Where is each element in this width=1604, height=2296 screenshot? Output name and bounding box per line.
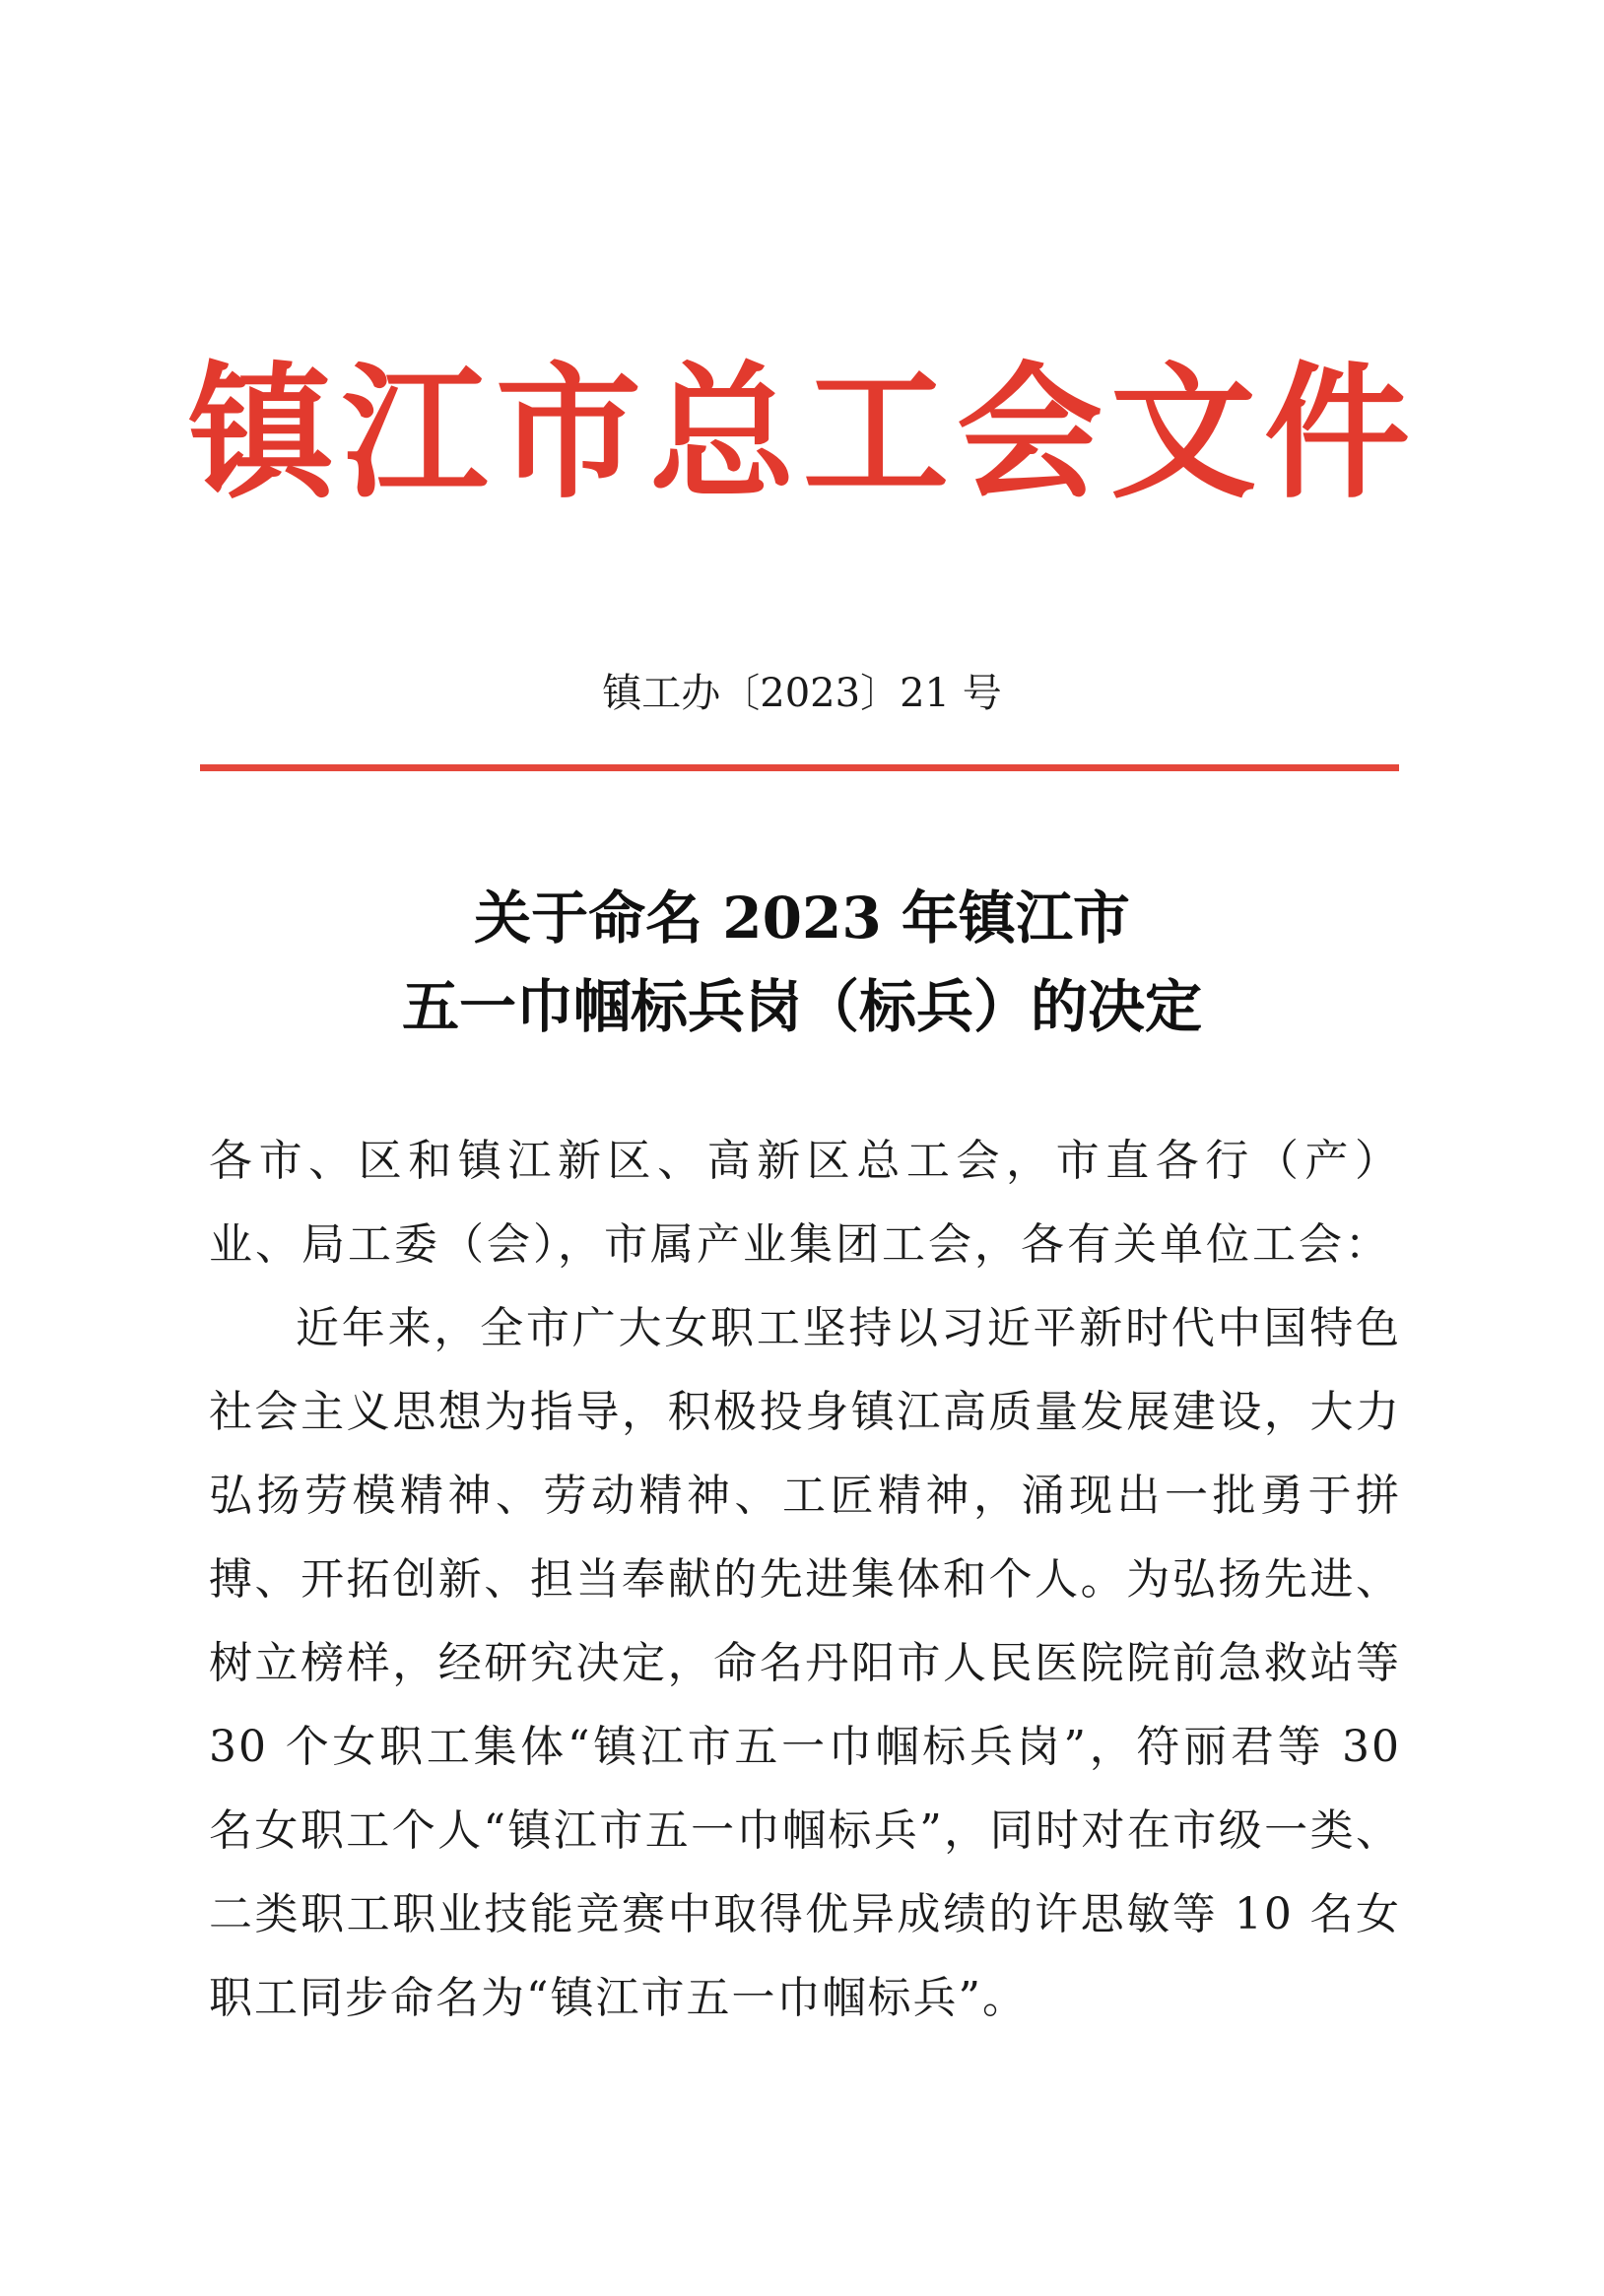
salutation: 各市、区和镇江新区、高新区总工会，市直各行（产）业、局工委（会），市属产业集团工会，各有关单位工会： <box>209 1136 1401 1270</box>
body-paragraph: 近年来，全市广大女职工坚持以习近平新时代中国特色社会主义思想为指导，积极投身镇江高质量发展建设，大力弘扬劳模精神、劳动精神、工匠精神，涌现出一批勇于拼搏、开拓创新、担当奉献的先进集体和个人。为弘扬先进、树立榜样，经研究决定，命名丹阳市人民医院院前急救站等 30 个女职工集体“镇江市五一巾帼标兵岗”，符丽君等 30 名女职工个人“镇江市五一巾帼标兵”，同时对在市级一类、二类职工职业技能竞赛中取得优异成绩的许思敏等 10 名女职工同步命名为“镇江市五一巾帼标兵”。 <box>209 1303 1401 2023</box>
document-title-line-2: 五一巾帼标兵岗（标兵）的决定 <box>401 973 1202 1040</box>
masthead-title: 镇江市总工会文件 <box>188 349 1418 518</box>
document-number: 镇工办〔2023〕21 号 <box>602 671 1002 716</box>
document-title-line-1: 关于命名 2023 年镇江市 <box>474 885 1130 951</box>
document-body <box>209 1119 1401 2040</box>
red-divider-line <box>200 764 1399 771</box>
